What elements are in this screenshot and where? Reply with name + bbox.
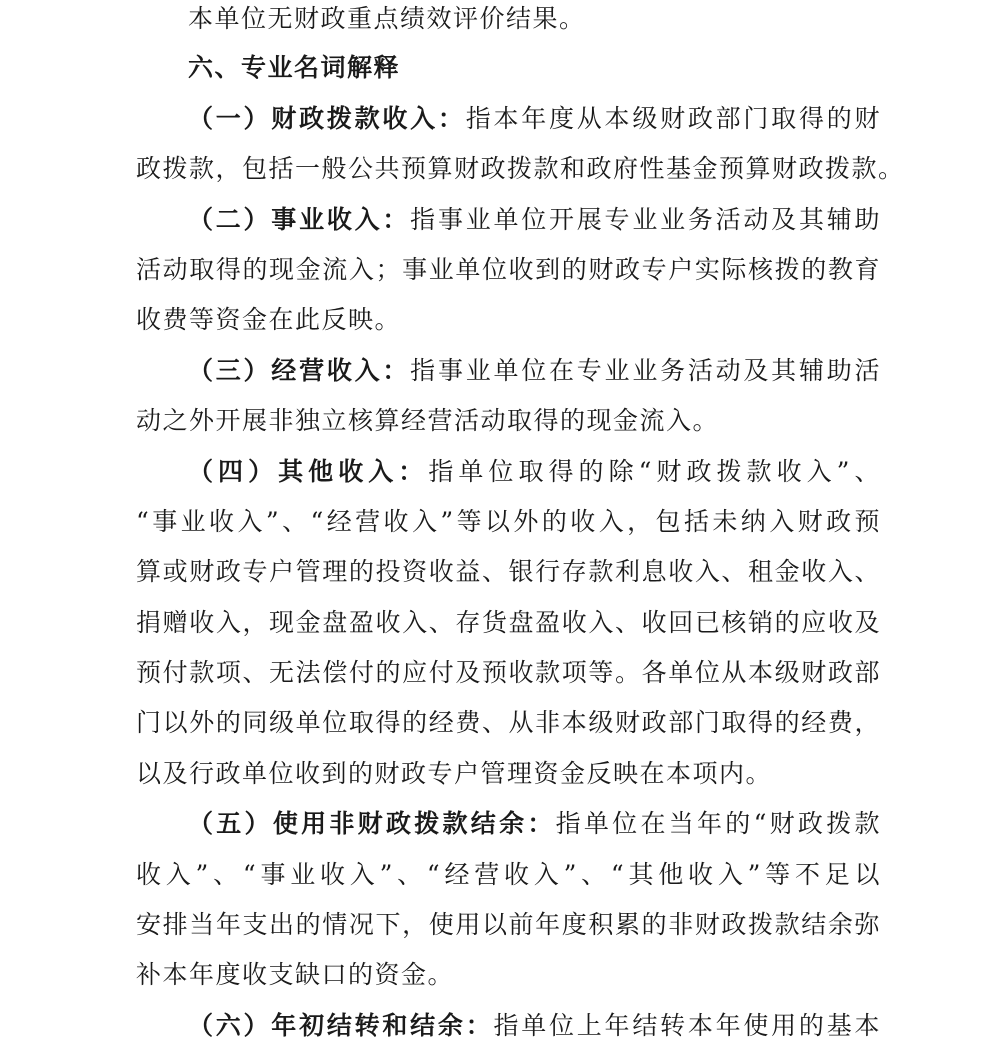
definition-text: 指事业单位开展专业业务活动及其辅助 — [410, 205, 881, 234]
definition-term: （五）使用非财政拨款结余： — [188, 809, 556, 838]
definition-term: （一）财政拨款收入： — [188, 104, 466, 133]
definition-text: 指单位上年结转本年使用的基本 — [493, 1011, 881, 1040]
definition-item-4-line-6: 门以外的同级单位取得的经费、从非本级财政部门取得的经费， — [136, 708, 881, 737]
definition-item-4-line-7: 以及行政单位收到的财政专户管理资金反映在本项内。 — [136, 759, 773, 788]
definition-term: （三）经营收入： — [188, 356, 411, 385]
definition-item-2-line-3: 收费等资金在此反映。 — [136, 305, 402, 334]
definition-item-4-line-2: “事业收入”、“经营收入”等以外的收入，包括未纳入财政预 — [136, 507, 881, 536]
definition-item-5-line-3: 安排当年支出的情况下，使用以前年度积累的非财政拨款结余弥 — [136, 910, 881, 939]
definition-item-3-line-1 — [188, 354, 881, 388]
definition-term: （四）其他收入： — [188, 457, 429, 486]
definition-term: （二）事业收入： — [188, 205, 411, 234]
definition-item-5-line-2: 收入”、“事业收入”、“经营收入”、“其他收入”等不足以 — [136, 860, 881, 889]
definition-text: 指事业单位在专业业务活动及其辅助活 — [410, 356, 881, 385]
definition-text: 指本年度从本级财政部门取得的财 — [465, 104, 881, 133]
definition-item-2-line-1 — [188, 203, 881, 237]
definition-item-4-line-1 — [188, 455, 881, 489]
definition-item-2-line-2: 活动取得的现金流入；事业单位收到的财政专户实际核拨的教育 — [136, 255, 881, 284]
definition-item-4-line-3: 算或财政专户管理的投资收益、银行存款利息收入、租金收入、 — [136, 557, 881, 586]
preceding-text-line: 本单位无财政重点绩效评价结果。 — [188, 4, 586, 33]
definition-item-5-line-1 — [188, 807, 881, 841]
definition-item-3-line-2: 动之外开展非独立核算经营活动取得的现金流入。 — [136, 406, 720, 435]
definition-text: 指单位在当年的“财政拨款 — [555, 809, 881, 838]
definition-item-6-line-1 — [188, 1009, 881, 1043]
definition-item-4-line-4: 捐赠收入，现金盘盈收入、存货盘盈收入、收回已核销的应收及 — [136, 608, 881, 637]
definition-item-5-line-4: 补本年度收支缺口的资金。 — [136, 960, 455, 989]
definition-item-1-line-2: 政拨款，包括一般公共预算财政拨款和政府性基金预算财政拨款。 — [136, 154, 905, 183]
definition-item-4-line-5: 预付款项、无法偿付的应付及预收款项等。各单位从本级财政部 — [136, 658, 881, 687]
definition-text: 指单位取得的除“财政拨款收入”、 — [428, 457, 881, 486]
definition-item-1-line-1 — [188, 102, 881, 136]
definition-term: （六）年初结转和结余： — [188, 1011, 494, 1040]
section-heading: 六、专业名词解释 — [188, 53, 401, 82]
